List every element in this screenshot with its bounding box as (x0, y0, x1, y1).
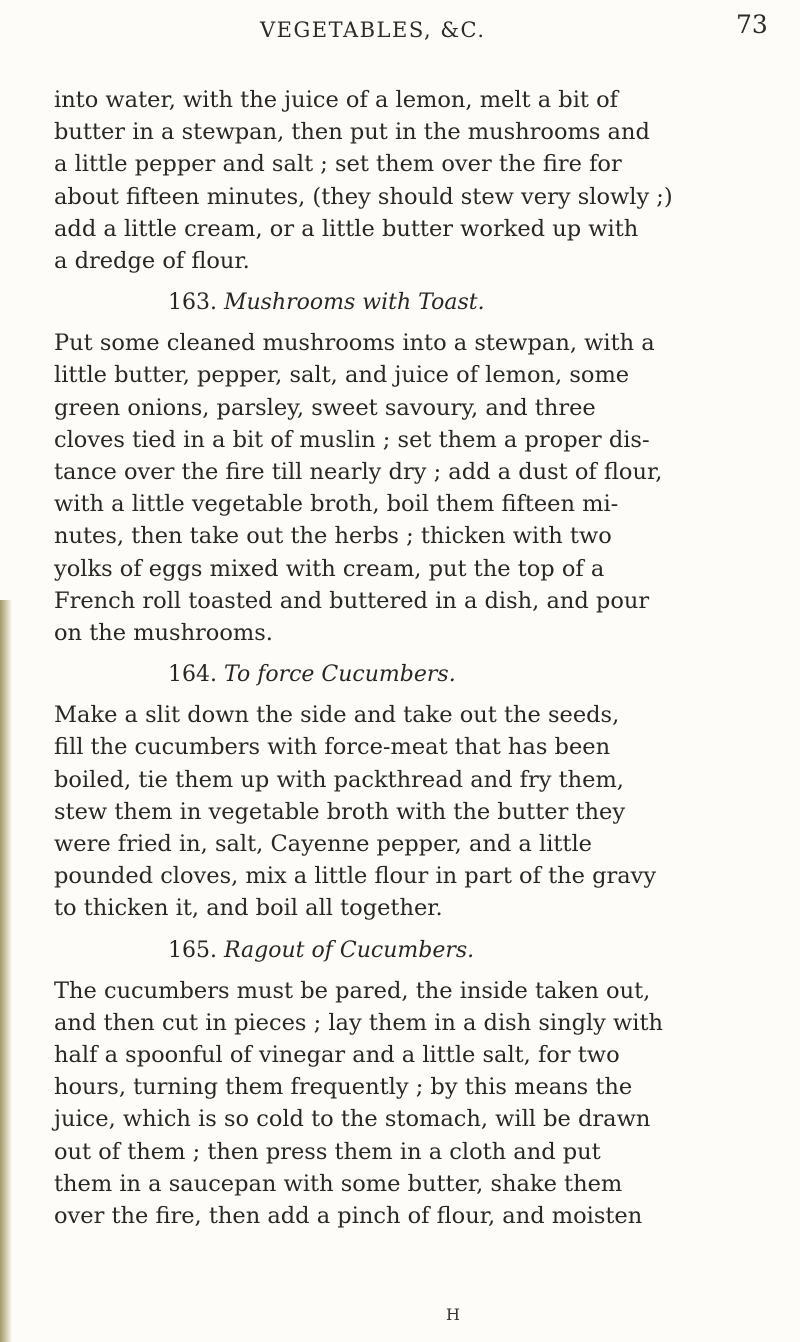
text-line: tance over the fire till nearly dry ; add a dust of flour, (54, 459, 663, 486)
text-line: half a spoonful of vinegar and a little salt, for two (54, 1042, 620, 1069)
recipe-title: Mushrooms with Toast. (223, 290, 485, 316)
text-line: a little pepper and salt ; set them over the fire for (54, 151, 622, 178)
text-line: hours, turning them frequently ; by this means the (54, 1074, 633, 1101)
text-line: out of them ; then press them in a cloth and put (54, 1138, 601, 1165)
text-line: into water, with the juice of a lemon, melt a bit of (54, 87, 618, 113)
text-line: on the mushrooms. (54, 620, 273, 647)
text-line: Make a slit down the side and take out the seeds, (54, 702, 620, 729)
text-line: pounded cloves, mix a little flour in part of the gravy (54, 863, 657, 890)
text-line: were fried in, salt, Cayenne pepper, and a little (54, 831, 592, 858)
recipe-number: 163. (168, 290, 217, 316)
recipe-paragraph (54, 84, 722, 277)
running-head (0, 6, 800, 46)
text-line: a dredge of flour. (54, 248, 250, 275)
text-line: to thicken it, and boil all together. (54, 895, 443, 922)
text-line: Put some cleaned mushrooms into a stewpan, with a (54, 330, 655, 357)
text-line: butter in a stewpan, then put in the mushrooms and (54, 119, 650, 146)
spine-shadow (0, 600, 12, 1342)
recipe-heading (54, 936, 722, 966)
recipe-title: To force Cucumbers. (223, 662, 456, 688)
recipe-paragraph (54, 327, 722, 649)
recipe-paragraph (54, 975, 722, 1233)
text-line: boiled, tie them up with packthread and fry them, (54, 766, 624, 793)
text-line: about fifteen minutes, (they should stew very slowly ;) (54, 183, 673, 210)
text-line: cloves tied in a bit of muslin ; set them a proper dis- (54, 426, 650, 453)
recipe-heading (54, 660, 722, 690)
recipe-number: 164. (168, 662, 217, 688)
text-line: green onions, parsley, sweet savoury, and three (54, 394, 596, 421)
text-line: juice, which is so cold to the stomach, will be drawn (54, 1106, 651, 1133)
recipe-paragraph (54, 699, 722, 924)
text-line: and then cut in pieces ; lay them in a dish singly with (54, 1009, 664, 1036)
text-line: little butter, pepper, salt, and juice of lemon, some (54, 362, 630, 389)
text-line: yolks of eggs mixed with cream, put the top of a (54, 555, 605, 582)
recipe-title: Ragout of Cucumbers. (223, 937, 475, 963)
text-line: French roll toasted and buttered in a dish, and pour (54, 587, 650, 614)
text-line: add a little cream, or a little butter worked up with (54, 215, 639, 242)
text-line: with a little vegetable broth, boil them fifteen mi- (54, 491, 619, 518)
signature-mark: H (446, 1305, 461, 1324)
page-body (54, 84, 722, 1232)
recipe-number: 165. (168, 937, 217, 963)
text-line: nutes, then take out the herbs ; thicken with two (54, 523, 612, 550)
text-line: over the fire, then add a pinch of flour, and moisten (54, 1203, 643, 1230)
text-line: fill the cucumbers with force-meat that has been (54, 734, 611, 761)
running-head-title: VEGETABLES, &C. (260, 18, 486, 42)
text-line: them in a saucepan with some butter, shake them (54, 1170, 623, 1197)
page-number: 73 (736, 10, 768, 39)
text-line: stew them in vegetable broth with the butter they (54, 798, 626, 825)
recipe-heading (54, 288, 722, 318)
text-line: The cucumbers must be pared, the inside taken out, (54, 977, 651, 1004)
